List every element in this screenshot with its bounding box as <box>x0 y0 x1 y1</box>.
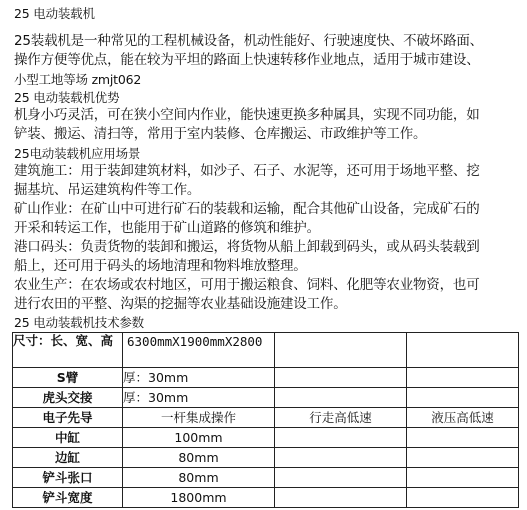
paragraph-line: 建筑施工：用于装卸建筑材料，如沙子、石子、水泥等，还可用于场地平整、挖 <box>14 163 480 179</box>
section-title-specs: 25 电动装载机技术参数 <box>14 315 144 330</box>
spec-value-tiger-head: 厚：30mm <box>123 388 275 408</box>
spec-value-pilot-2: 行走高低速 <box>275 408 407 428</box>
table-row <box>13 428 519 448</box>
table-row <box>13 488 519 508</box>
paragraph-line: 矿山作业：在矿山中可进行矿石的装载和运输，配合其他矿山设备，完成矿石的 <box>14 201 480 217</box>
spec-label-tiger-head: 虎头交接 <box>13 388 123 408</box>
spec-value-side-cylinder: 80mm <box>123 448 275 468</box>
paragraph-line: 铲装、搬运、清扫等，常用于室内装修、仓库搬运、市政维护等工作。 <box>14 126 427 142</box>
empty-cell <box>407 488 519 508</box>
table-row <box>13 468 519 488</box>
empty-cell <box>275 388 407 408</box>
paragraph-line: 25装载机是一种常见的工程机械设备，机动性能好、行驶速度快、不破坏路面、 <box>14 33 483 49</box>
spec-label-side-cylinder: 边缸 <box>13 448 123 468</box>
paragraph-line-model: 小型工地等场 zmjt062 <box>14 72 142 87</box>
section-title-applications: 25电动装载机应用场景 <box>14 146 141 161</box>
spec-value-bucket-width: 1800mm <box>123 488 275 508</box>
spec-label-mid-cylinder: 中缸 <box>13 428 123 448</box>
paragraph-line: 掘基坑、吊运建筑构件等工作。 <box>14 182 201 198</box>
empty-cell <box>407 448 519 468</box>
spec-label-bucket-width: 铲斗宽度 <box>13 488 123 508</box>
empty-cell <box>275 488 407 508</box>
empty-cell <box>275 448 407 468</box>
empty-cell <box>407 368 519 388</box>
empty-cell <box>407 333 519 368</box>
paragraph-line: 操作方便等优点，能在较为平坦的路面上快速转移作业地点，适用于城市建设、 <box>14 52 480 68</box>
spec-value-size: 6300mmX1900mmX2800 <box>123 333 275 368</box>
spec-label-bucket-opening: 铲斗张口 <box>13 468 123 488</box>
empty-cell <box>275 333 407 368</box>
table-row <box>13 333 519 368</box>
table-row <box>13 368 519 388</box>
spec-label-s-arm: S臂 <box>13 368 123 388</box>
empty-cell <box>407 468 519 488</box>
empty-cell <box>275 468 407 488</box>
paragraph-line: 机身小巧灵活，可在狭小空间内作业，能快速更换多种属具，实现不同功能，如 <box>14 107 480 123</box>
spec-label-size: 尺寸：长、宽、高 <box>13 333 123 368</box>
section-title-intro: 25 电动装载机 <box>14 6 95 21</box>
spec-value-mid-cylinder: 100mm <box>123 428 275 448</box>
spec-value-pilot-1: 一杆集成操作 <box>123 408 275 428</box>
empty-cell <box>275 428 407 448</box>
empty-cell <box>407 428 519 448</box>
empty-cell <box>407 388 519 408</box>
paragraph-line: 农业生产：在农场或农村地区，可用于搬运粮食、饲料、化肥等农业物资，也可 <box>14 277 480 293</box>
paragraph-line: 港口码头：负责货物的装卸和搬运，将货物从船上卸载到码头，或从码头装载到 <box>14 239 480 255</box>
spec-label-pilot: 电子先导 <box>13 408 123 428</box>
spec-value-pilot-3: 液压高低速 <box>407 408 519 428</box>
paragraph-line: 船上，还可用于码头的场地清理和物料堆放整理。 <box>14 258 307 274</box>
table-row <box>13 388 519 408</box>
section-title-advantages: 25 电动装载机优势 <box>14 90 120 105</box>
table-row <box>13 448 519 468</box>
spec-table <box>12 332 519 508</box>
paragraph-line: 进行农田的平整、沟渠的挖掘等农业基础设施建设工作。 <box>14 296 347 312</box>
paragraph-line: 开采和转运工作，也能用于矿山道路的修筑和维护。 <box>14 220 320 236</box>
table-row <box>13 408 519 428</box>
spec-value-s-arm: 厚：30mm <box>123 368 275 388</box>
empty-cell <box>275 368 407 388</box>
spec-value-bucket-opening: 80mm <box>123 468 275 488</box>
